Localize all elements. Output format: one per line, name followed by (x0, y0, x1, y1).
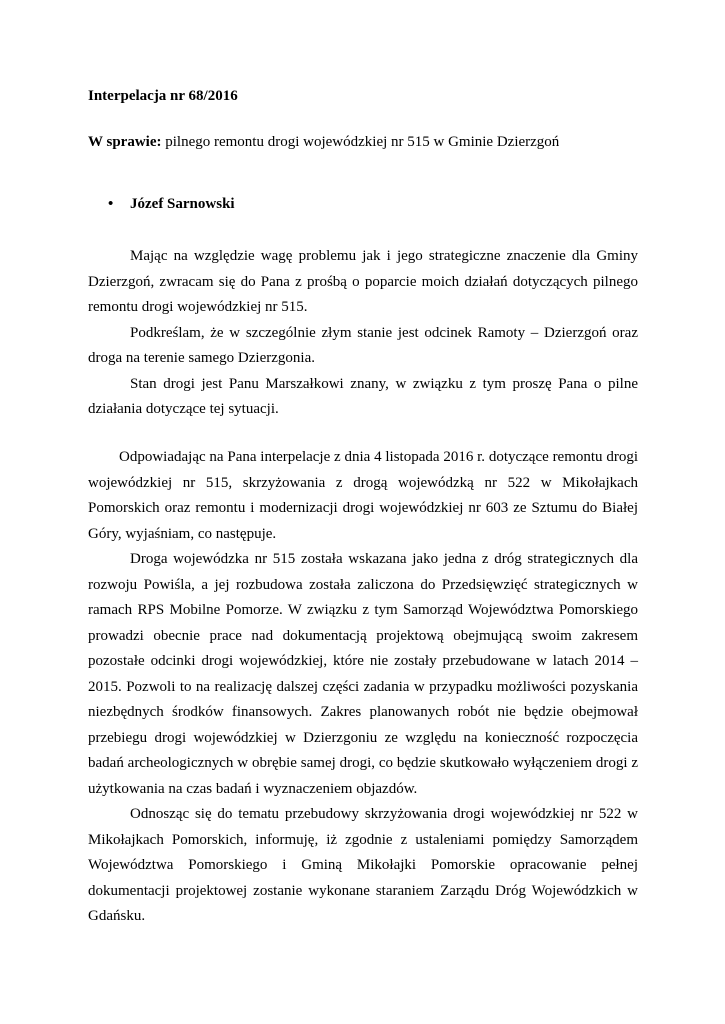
bullet-icon: • (108, 196, 114, 212)
response-paragraph: Odnosząc się do tematu przebudowy skrzyżowania drogi wojewódzkiej nr 522 w Mikołajkach Pomorskich, informuję, iż zgodnie z ustaleniami pomiędzy Samorządem Województwa Pomorskiego i Gminą Mikołajki Pomorskie opracowanie pełnej dokumentacji projektowej zostanie wykonane staraniem Zarządu Dróg Wojewódzkich w Gdańsku. (88, 806, 638, 924)
interpellation-paragraph: Stan drogi jest Panu Marszałkowi znany, w związku z tym proszę Pana o pilne działania dotyczące tej sytuacji. (88, 375, 638, 417)
interpellation-paragraph: Podkreślam, że w szczególnie złym stanie jest odcinek Ramoty – Dzierzgoń oraz droga na terenie samego Dzierzgonia. (88, 324, 638, 366)
author-bullet-item (108, 196, 235, 213)
interpellation-body (88, 244, 638, 423)
subject-text: pilnego remontu drogi wojewódzkiej nr 515 w Gminie Dzierzgoń (161, 134, 560, 150)
interpellation-paragraph: Mając na względzie wagę problemu jak i jego strategiczne znaczenie dla Gminy Dzierzgoń, zwracam się do Pana z prośbą o poparcie moich działań dotyczących pilnego remontu drogi wojewódzkiej nr 515. (88, 248, 638, 315)
subject-line (88, 134, 559, 151)
response-body (88, 445, 638, 930)
document-title: Interpelacja nr 68/2016 (88, 88, 238, 104)
subject-label: W sprawie: (88, 134, 162, 150)
response-paragraph: Droga wojewódzka nr 515 została wskazana jako jedna z dróg strategicznych dla rozwoju Powiśla, a jej rozbudowa została zaliczona do Przedsięwzięć strategicznych w ramach RPS Mobilne Pomorze. W związku z tym Samorząd Województwa Pomorskiego prowadzi obecnie prace nad dokumentacją projektową obejmującą swoim zakresem pozostałe odcinki drogi wojewódzkiej, które nie zostały przebudowane w latach 2014 – 2015. Pozwoli to na realizację dalszej części zadania w przypadku możliwości pozyskania niezbędnych środków finansowych. Zakres planowanych robót nie będzie obejmował przebiegu drogi wojewódzkiej w Dzierzgoniu ze względu na konieczność rozpoczęcia badań archeologicznych w obrębie samej drogi, co będzie skutkowało wyłączeniem drogi z użytkowania na czas badań i wyznaczeniem objazdów. (88, 551, 638, 797)
response-paragraph: Odpowiadając na Pana interpelacje z dnia 4 listopada 2016 r. dotyczące remontu drogi wojewódzkiej nr 515, skrzyżowania z drogą wojewódzką nr 522 w Mikołajkach Pomorskich oraz remontu i modernizacji drogi wojewódzkiej nr 603 ze Sztumu do Białej Góry, wyjaśniam, co następuje. (88, 449, 638, 542)
author-name: Józef Sarnowski (130, 196, 235, 212)
